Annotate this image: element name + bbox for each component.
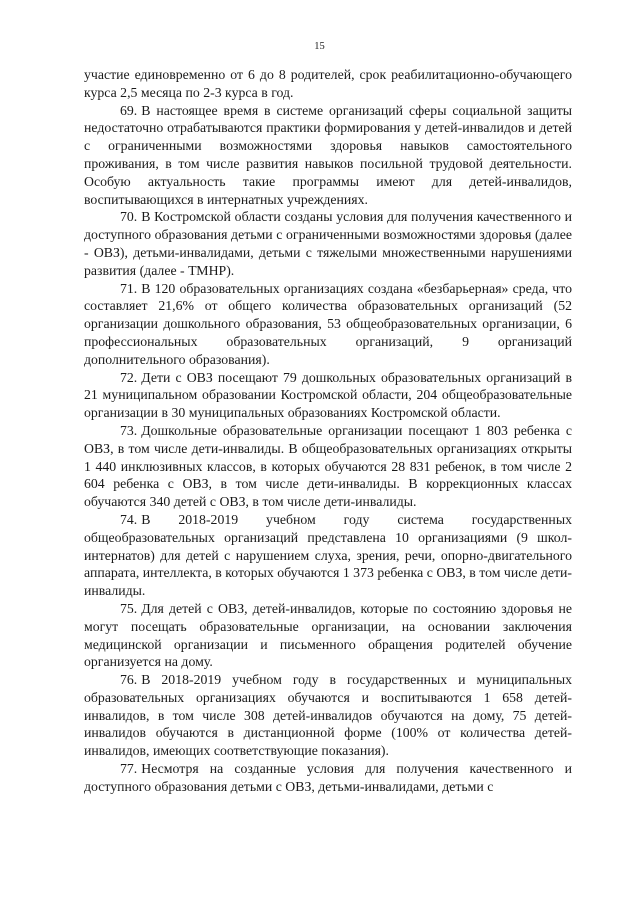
paragraph-text: В настоящее время в системе организаций сферы социальной защиты недостаточно отрабатываются практики формирования у детей-инвалидов и детей с ограниченными возможностями здоровья навыков самостоятельного проживания, в том числе развития навыков посильной трудовой деятельности. Особую актуальность такие программы имеют для детей-инвалидов, воспитывающихся в интернатных учреждениях. <box>84 102 572 207</box>
paragraph-number: 73. <box>120 422 138 438</box>
paragraph-number: 75. <box>120 600 138 616</box>
paragraph-text: участие единовременно от 6 до 8 родителей, срок реабилитационно-обучающего курса 2,5 месяца по 2-3 курса в год. <box>84 67 572 100</box>
paragraph-number: 69. <box>120 102 138 118</box>
paragraph-76 <box>84 671 572 760</box>
paragraph-74 <box>84 511 572 600</box>
paragraph-72 <box>84 369 572 422</box>
paragraph-number: 77. <box>120 761 138 777</box>
page-number: 15 <box>314 41 325 52</box>
paragraph-continued <box>84 66 572 102</box>
paragraph-number: 71. <box>120 280 138 296</box>
paragraph-number: 70. <box>120 209 138 225</box>
paragraph-69 <box>84 102 572 209</box>
paragraph-text: В 2018-2019 учебном году система государственных общеобразовательных организаций представлена 10 организациями (9 школ-интернатов) для детей с нарушением слуха, зрения, речи, опорно-двигательного аппарата, интеллекта, в которых обучаются 1 373 ребенка с ОВЗ, в том числе дети-инвалиды. <box>84 511 572 599</box>
paragraph-71 <box>84 280 572 369</box>
paragraph-text: В Костромской области созданы условия для получения качественного и доступного образования детьми с ограниченными возможностями здоровья (далее - ОВЗ), детьми-инвалидами, детьми с тяжелыми множественными нарушениями развития (далее - ТМНР). <box>84 209 572 278</box>
paragraph-text: Дети с ОВЗ посещают 79 дошкольных образовательных организаций в 21 муниципальном образовании Костромской области, 204 общеобразовательные организации в 30 муниципальных образованиях Костромской области. <box>84 369 572 421</box>
paragraph-number: 72. <box>120 369 138 385</box>
paragraph-70 <box>84 208 572 279</box>
paragraph-77 <box>84 760 572 796</box>
paragraph-text: В 2018-2019 учебном году в государственных и муниципальных образовательных организациях обучаются и воспитываются 1 658 детей-инвалидов, в том числе 308 детей-инвалидов обучаются на дому, 75 детей-инвалидов обучаются в дистанционной форме (100% от количества детей-инвалидов, имеющих соответствующие показания). <box>84 672 572 759</box>
document-body <box>84 66 572 796</box>
paragraph-text: Дошкольные образовательные организации посещают 1 803 ребенка с ОВЗ, в том числе дети-инвалиды. В общеобразовательных организациях открыты 1 440 инклюзивных классов, в которых обучаются 28 831 ребенок, в том числе 2 604 ребенка с ОВЗ, в том числе дети-инвалиды. В коррекционных классах обучаются 340 детей с ОВЗ, в том числе дети-инвалиды. <box>84 422 572 510</box>
paragraph-75 <box>84 600 572 671</box>
paragraph-text: В 120 образовательных организациях создана «безбарьерная» среда, что составляет 21,6% от общего количества образовательных организаций (52 организации дошкольного образования, 53 общеобразовательных организации, 6 профессиональных образовательных организаций, 9 организаций дополнительного образования). <box>84 280 572 367</box>
paragraph-number: 74. <box>120 511 138 527</box>
paragraph-text: Несмотря на созданные условия для получения качественного и доступного образования детьми с ОВЗ, детьми-инвалидами, детьми с <box>84 761 572 794</box>
paragraph-73 <box>84 422 572 511</box>
paragraph-number: 76. <box>120 672 138 688</box>
paragraph-text: Для детей с ОВЗ, детей-инвалидов, которые по состоянию здоровья не могут посещать образовательные организации, на основании заключения медицинской организации и письменного обращения родителей обучение организуется на дому. <box>84 600 572 670</box>
